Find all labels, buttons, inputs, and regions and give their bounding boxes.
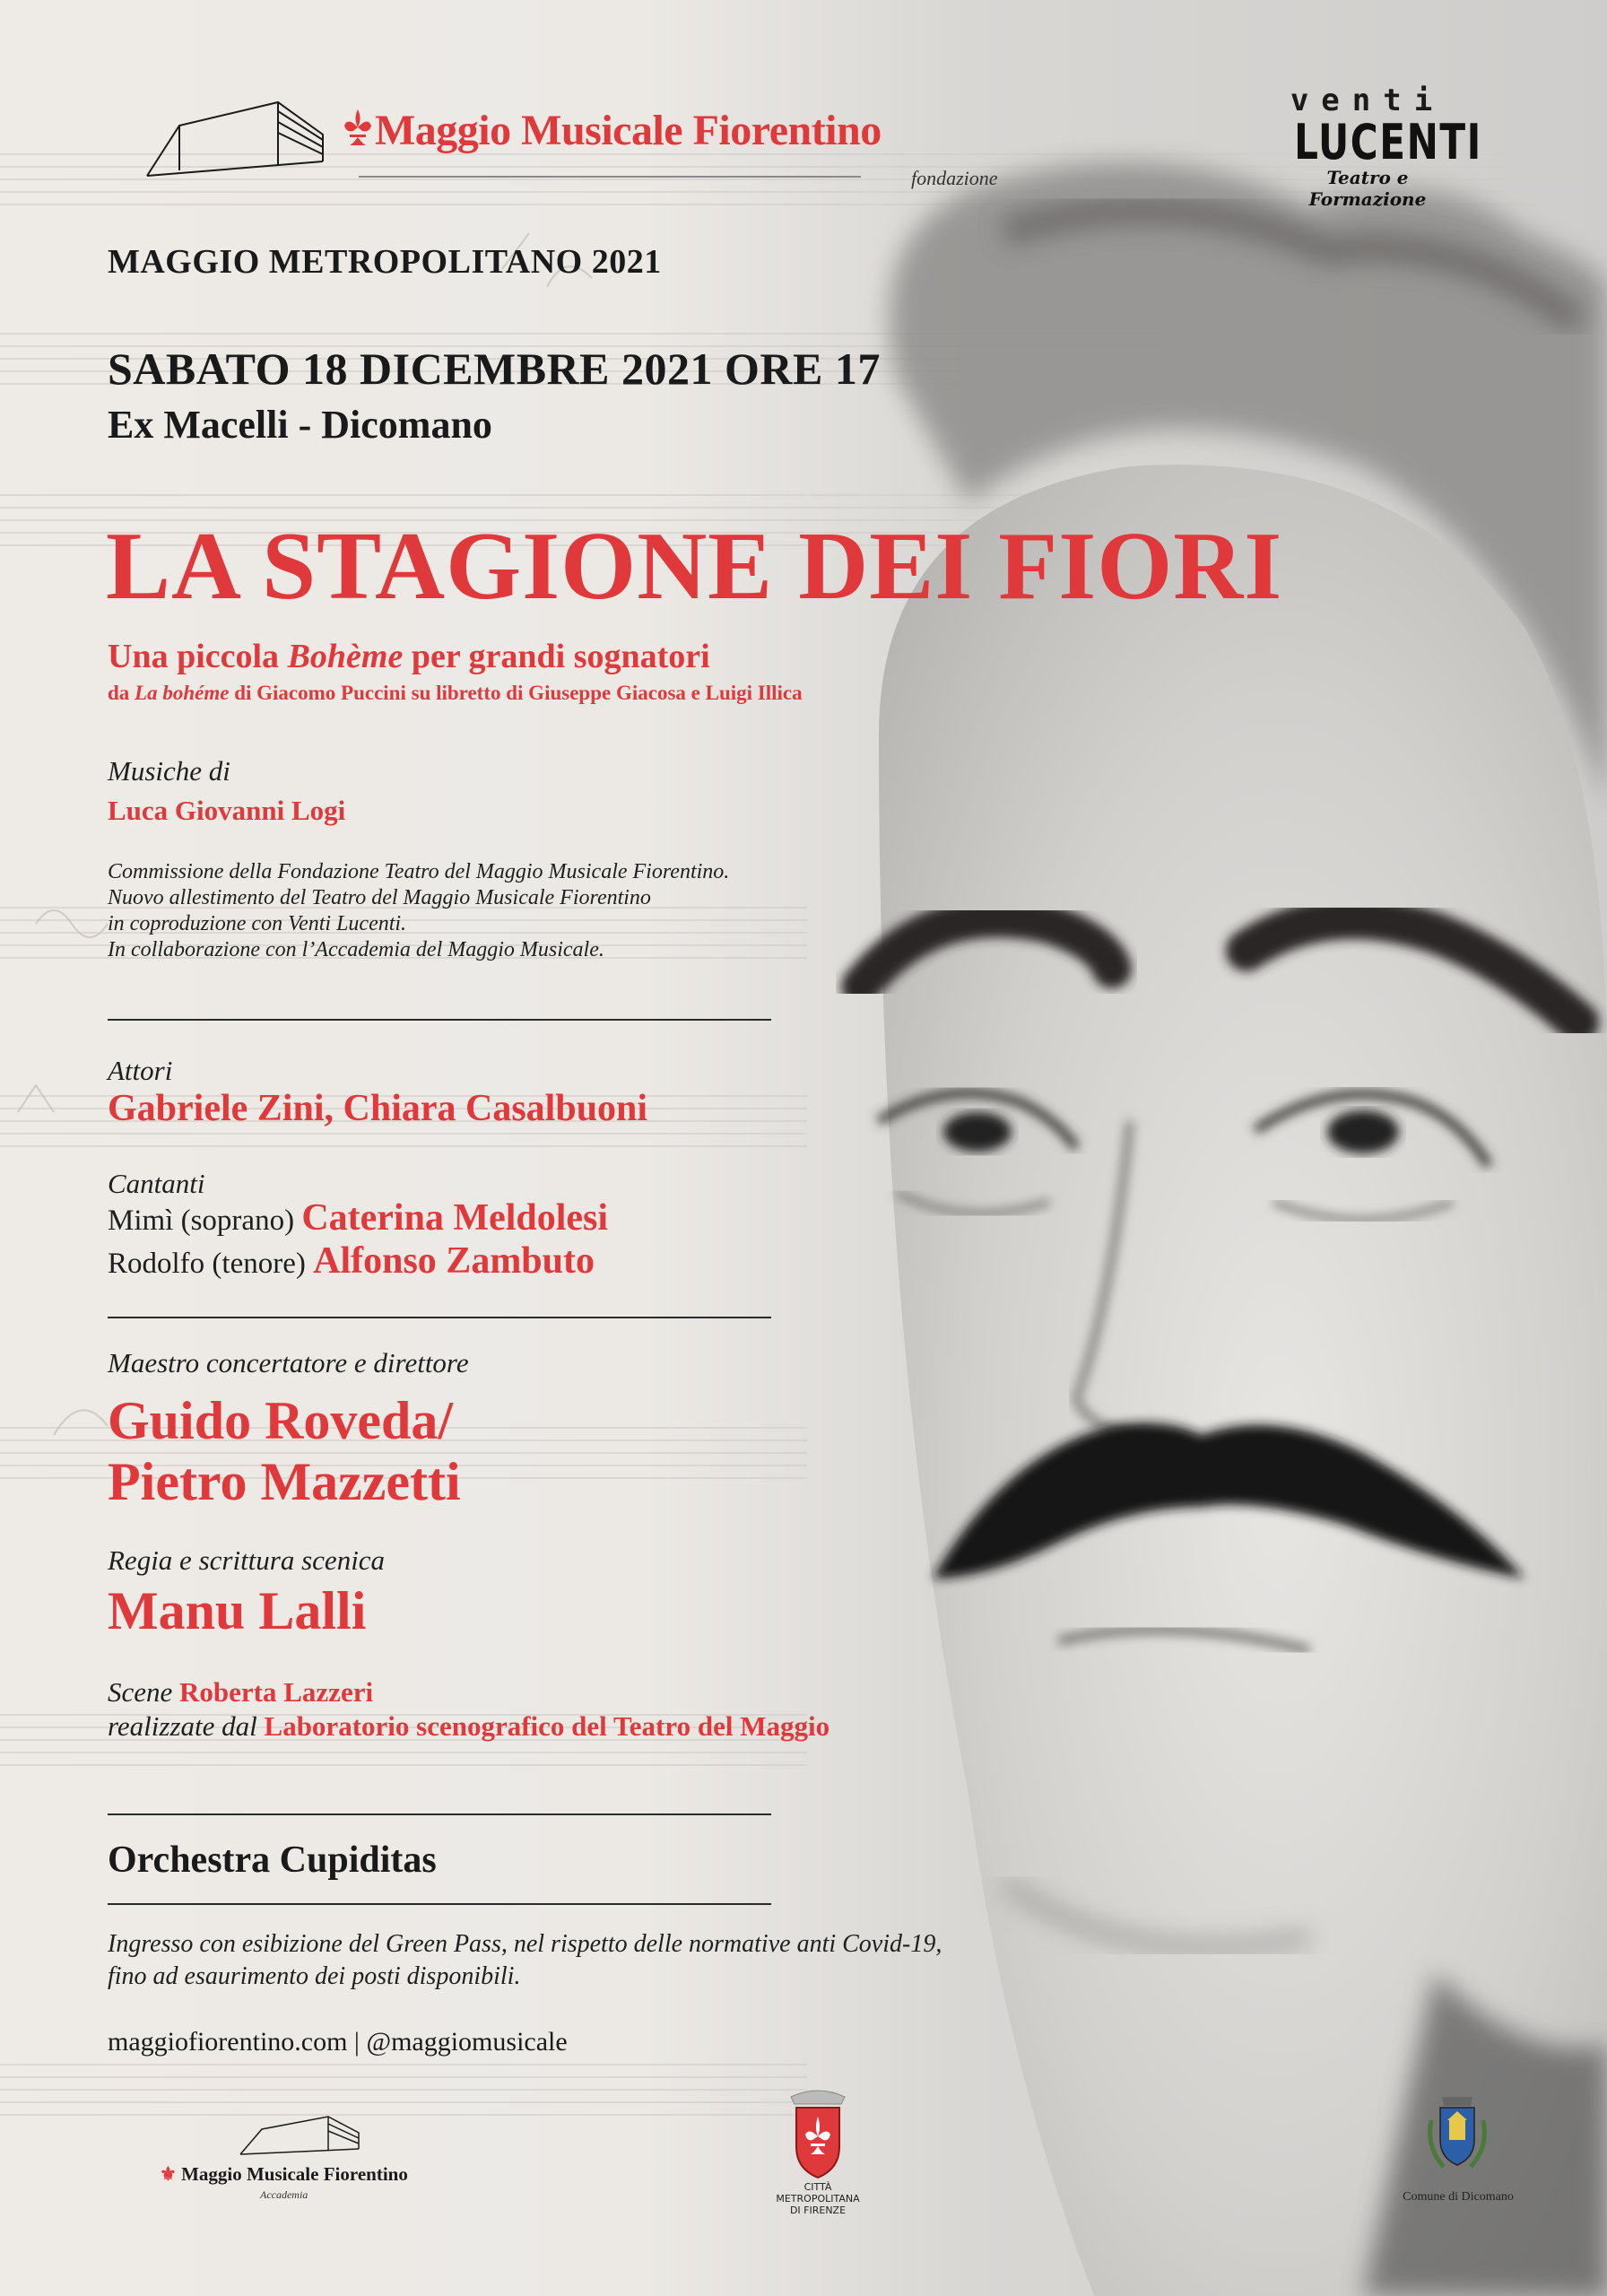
source-line (108, 682, 803, 705)
season-heading: MAGGIO METROPOLITANO 2021 (108, 243, 662, 281)
theatre-building-icon (239, 2115, 364, 2156)
commission-note (108, 859, 729, 963)
event-date: SABATO 18 DICEMBRE 2021 ORE 17 (108, 344, 881, 394)
show-subtitle (108, 637, 710, 676)
conductor-names (108, 1390, 461, 1512)
singer-role: Mimì (soprano) (108, 1205, 302, 1237)
subtitle-post: per grandi sognatori (403, 638, 710, 675)
singers-label: Cantanti (108, 1168, 205, 1199)
commission-line: in coproduzione con Venti Lucenti. (108, 912, 407, 935)
logo-subtitle: fondazione (911, 167, 998, 189)
footer-maggio-name: Maggio Musicale Fiorentino (181, 2163, 408, 2185)
venti-lucenti-logo (1273, 83, 1482, 210)
section-divider (108, 1317, 771, 1318)
from-post: di Giacomo Puccini su libretto di Giuseppe Giacosa e Luigi Illica (229, 682, 803, 704)
section-divider (108, 1019, 771, 1021)
scene-label: Scene (108, 1676, 180, 1708)
contacts-line[interactable]: maggiofiorentino.com | @maggiomusicale (108, 2027, 568, 2057)
commission-line: Nuovo allestimento del Teatro del Maggio Musicale Fiorentino (108, 886, 651, 909)
subtitle-em: Bohème (287, 638, 404, 675)
section-divider (108, 1903, 771, 1905)
metro-firenze-crest-icon (782, 2088, 854, 2179)
scene-made-label: realizzate dal (108, 1710, 265, 1742)
metro-line: CITTÀ METROPOLITANA (776, 2181, 860, 2205)
scene-designer: Roberta Lazzeri (179, 1676, 374, 1708)
singer-row (108, 1196, 608, 1239)
maggio-logo-text: Maggio Musicale Fiorentino (375, 107, 882, 154)
entry-line: fino ad esaurimento dei posti disponibili. (108, 1962, 521, 1990)
commission-line: Commissione della Fondazione Teatro del Maggio Musicale Fiorentino. (108, 860, 730, 883)
dicomano-crest-icon (1426, 2093, 1489, 2174)
singer-row (108, 1239, 595, 1283)
venti-logo-top: venti (1290, 83, 1446, 118)
singer-name: Caterina Meldolesi (301, 1197, 609, 1239)
scenery-credit (108, 1675, 830, 1744)
subtitle-pre: Una piccola (108, 638, 288, 675)
singer-role: Rodolfo (tenore) (108, 1248, 314, 1280)
actors-label: Attori (108, 1055, 173, 1086)
conductor-label: Maestro concertatore e direttore (108, 1347, 469, 1378)
show-title: LA STAGIONE DEI FIORI (106, 513, 1283, 620)
venti-logo-main: LUCENTI (1294, 114, 1482, 170)
lily-glyph-icon: ⚜ (160, 2163, 177, 2185)
metro-line: DI FIRENZE (789, 2205, 847, 2216)
metro-firenze-label (762, 2181, 873, 2216)
footer-logo-sub: Accademia (260, 2188, 308, 2201)
commission-line: In collaborazione con l’Accademia del Maggio Musicale. (108, 938, 604, 961)
singer-name: Alfonso Zambuto (313, 1240, 595, 1282)
from-em: La bohéme (135, 682, 230, 704)
event-venue: Ex Macelli - Dicomano (108, 403, 492, 447)
footer-logo-maggio (160, 2163, 408, 2186)
venti-logo-sub: Teatro e Formazione (1308, 167, 1427, 210)
dicomano-label: Comune di Dicomano (1403, 2190, 1514, 2204)
scene-workshop: Laboratorio scenografico del Teatro del Maggio (264, 1710, 830, 1742)
composer-name: Luca Giovanni Logi (108, 795, 346, 826)
entry-note (108, 1928, 942, 1993)
director-name: Manu Lalli (108, 1581, 367, 1640)
entry-line: Ingresso con esibizione del Green Pass, nel rispetto delle normative anti Covid-19, (108, 1930, 942, 1958)
logo-divider (359, 176, 861, 178)
conductor-name: Guido Roveda/ (108, 1391, 454, 1450)
florentine-lily-icon (343, 108, 373, 147)
from-pre: da (108, 682, 135, 704)
section-divider (108, 1813, 771, 1815)
orchestra-name: Orchestra Cupiditas (108, 1839, 437, 1881)
direction-label: Regia e scrittura scenica (108, 1544, 386, 1576)
theatre-building-icon (143, 99, 332, 179)
music-label: Musiche di (108, 755, 230, 787)
conductor-name: Pietro Mazzetti (108, 1452, 461, 1511)
actors-names: Gabriele Zini, Chiara Casalbuoni (108, 1088, 648, 1129)
